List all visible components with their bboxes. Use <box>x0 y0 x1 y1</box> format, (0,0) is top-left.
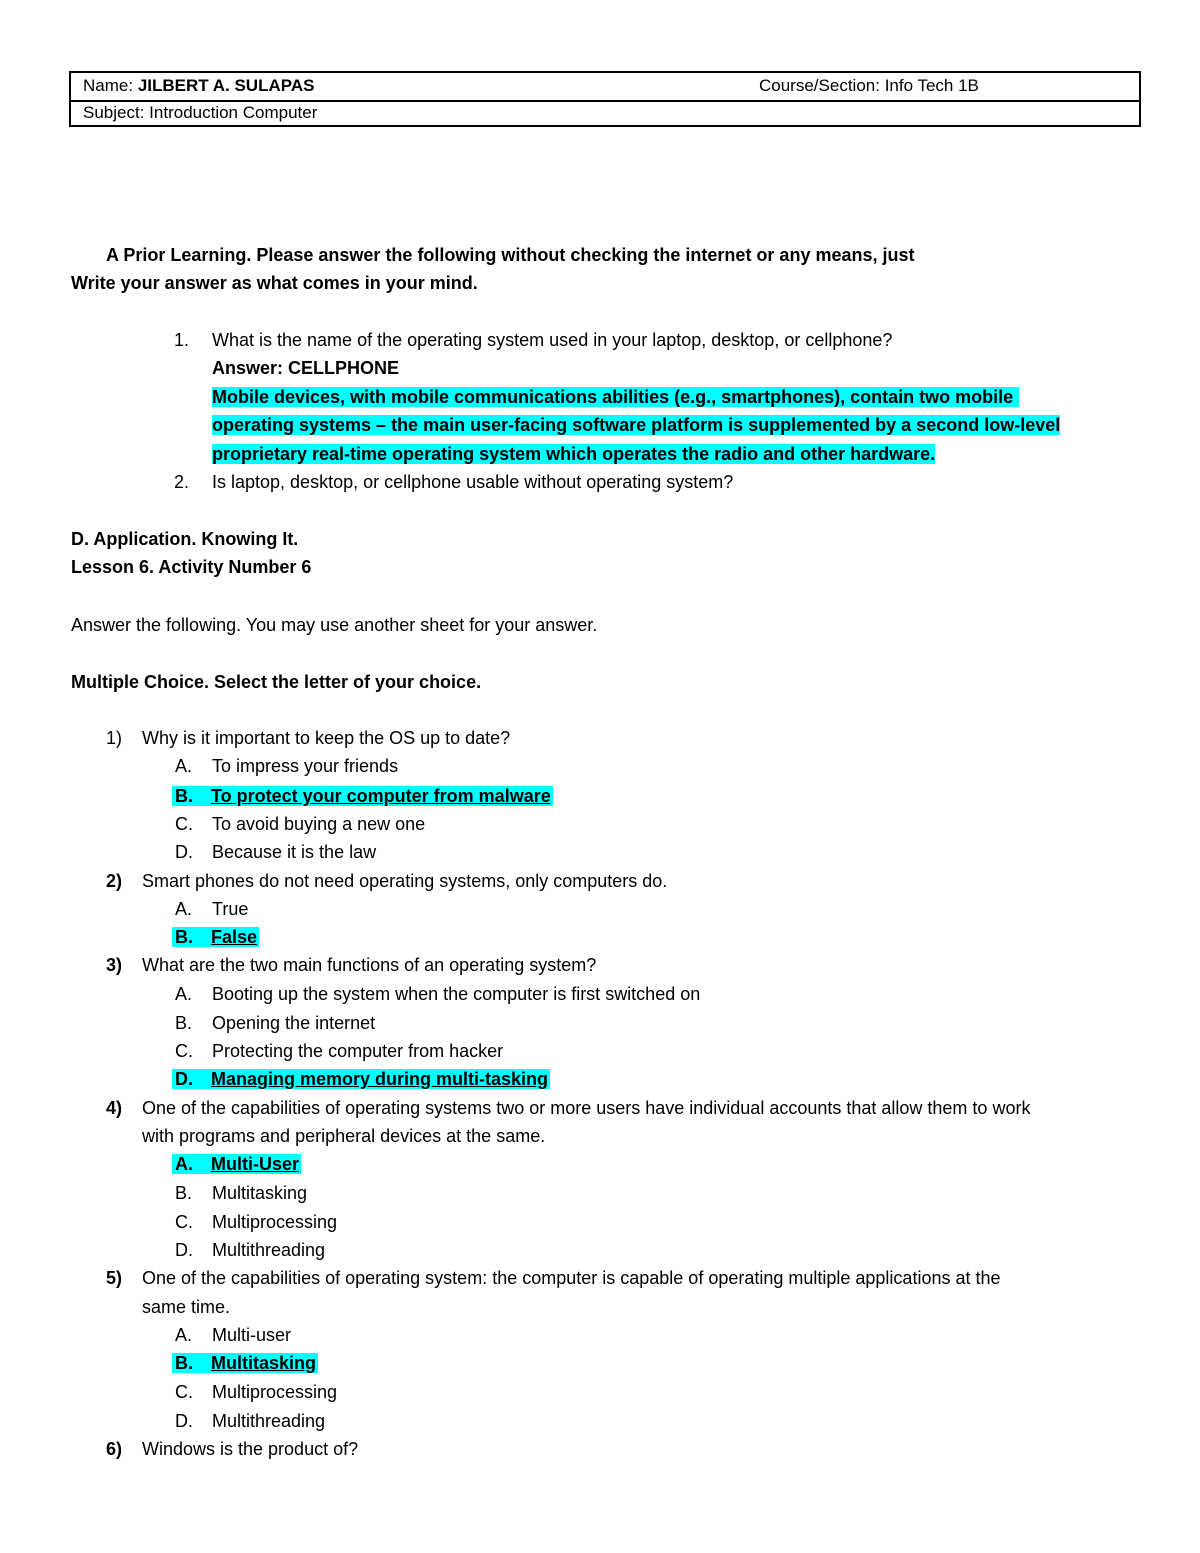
prior-learning-heading: A Prior Learning. Please answer the following without checking the internet or any means, just <box>106 245 915 265</box>
option-text: Multithreading <box>212 1240 326 1260</box>
option-letter: B. <box>175 786 193 806</box>
option-text: Managing memory during multi-tasking <box>211 1069 549 1089</box>
question-text-cont: with programs and peripheral devices at the same. <box>142 1126 546 1146</box>
option-text: Opening the internet <box>212 1013 376 1033</box>
option-text: Because it is the law <box>212 842 377 862</box>
option-letter: C. <box>175 1041 193 1061</box>
highlighted-text: operating systems – the main user-facing software platform is supplemented by a second low-level <box>212 415 1061 435</box>
name-label: Name: <box>83 76 134 95</box>
question-number: 6) <box>106 1439 123 1459</box>
option-text: Multithreading <box>212 1411 326 1431</box>
prior-q1-explanation-2 <box>212 414 1060 436</box>
selected-option <box>172 1153 301 1175</box>
option-letter: C. <box>175 1382 193 1402</box>
option-letter: A. <box>175 1325 193 1345</box>
subject-label: Subject: <box>83 103 145 122</box>
question-text-cont: same time. <box>142 1297 231 1317</box>
question-text: Why is it important to keep the OS up to date? <box>142 728 511 748</box>
prior-learning-heading-cont: Write your answer as what comes in your mind. <box>71 273 478 293</box>
option-text: Multiprocessing <box>212 1212 338 1232</box>
question-number: 4) <box>106 1098 123 1118</box>
question-number: 5) <box>106 1268 123 1288</box>
selected-option <box>172 785 553 807</box>
option-text: Protecting the computer from hacker <box>212 1041 504 1061</box>
selected-option <box>172 926 259 948</box>
student-name <box>83 76 314 96</box>
question-text: Windows is the product of? <box>142 1439 359 1459</box>
option-text: Multi-User <box>211 1154 300 1174</box>
prior-q1-explanation-3 <box>212 443 935 465</box>
prior-q1-explanation-1 <box>212 386 1019 408</box>
option-letter: B. <box>175 927 193 947</box>
prior-q1-number: 1. <box>174 330 190 350</box>
option-letter: B. <box>175 1353 193 1373</box>
course-label: Course/Section: <box>759 76 880 95</box>
option-text: Multitasking <box>211 1353 317 1373</box>
lesson-heading: Lesson 6. Activity Number 6 <box>71 557 312 577</box>
name-value: JILBERT A. SULAPAS <box>137 76 315 95</box>
option-letter: B. <box>175 1013 193 1033</box>
option-letter: C. <box>175 1212 193 1232</box>
option-letter: A. <box>175 984 193 1004</box>
option-letter: D. <box>175 1240 193 1260</box>
course-value: Info Tech 1B <box>884 76 979 95</box>
option-letter: D. <box>175 1411 193 1431</box>
option-text: To impress your friends <box>212 756 399 776</box>
application-heading: D. Application. Knowing It. <box>71 529 299 549</box>
option-letter: A. <box>175 756 193 776</box>
option-text: To avoid buying a new one <box>212 814 426 834</box>
selected-option <box>172 1352 318 1374</box>
option-text: Booting up the system when the computer is first switched on <box>212 984 701 1004</box>
option-text: To protect your computer from malware <box>211 786 551 806</box>
instructions: Answer the following. You may use another sheet for your answer. <box>71 615 598 635</box>
question-text: Smart phones do not need operating systems, only computers do. <box>142 871 668 891</box>
option-text: True <box>212 899 249 919</box>
student-info-table <box>69 71 1141 127</box>
option-letter: B. <box>175 1183 193 1203</box>
subject-value: Introduction Computer <box>149 103 318 122</box>
option-letter: D. <box>175 1069 193 1089</box>
question-text: What are the two main functions of an operating system? <box>142 955 597 975</box>
prior-q2-text: Is laptop, desktop, or cellphone usable without operating system? <box>212 472 734 492</box>
student-info-row-2 <box>71 100 1139 127</box>
course-section <box>759 76 979 96</box>
student-info-row-1 <box>71 73 1139 102</box>
question-text: One of the capabilities of operating systems two or more users have individual accounts that allow them to work <box>142 1098 1031 1118</box>
prior-q1-text: What is the name of the operating system used in your laptop, desktop, or cellphone? <box>212 330 893 350</box>
subject <box>83 103 317 123</box>
highlighted-text: proprietary real-time operating system which operates the radio and other hardware. <box>212 444 936 464</box>
option-letter: A. <box>175 899 193 919</box>
question-text: One of the capabilities of operating system: the computer is capable of operating multiple applications at the <box>142 1268 1001 1288</box>
prior-q2-number: 2. <box>174 472 190 492</box>
option-letter: D. <box>175 842 193 862</box>
prior-q1-answer: Answer: CELLPHONE <box>212 358 400 378</box>
selected-option <box>172 1068 550 1090</box>
question-number: 3) <box>106 955 123 975</box>
option-text: Multi-user <box>212 1325 292 1345</box>
highlighted-text: Mobile devices, with mobile communications abilities (e.g., smartphones), contain two mobile <box>212 387 1019 407</box>
question-number: 1) <box>106 728 123 748</box>
multiple-choice-heading: Multiple Choice. Select the letter of your choice. <box>71 672 482 692</box>
option-letter: C. <box>175 814 193 834</box>
option-text: Multiprocessing <box>212 1382 338 1402</box>
option-text: Multitasking <box>212 1183 308 1203</box>
option-letter: A. <box>175 1154 193 1174</box>
question-number: 2) <box>106 871 123 891</box>
option-text: False <box>211 927 258 947</box>
